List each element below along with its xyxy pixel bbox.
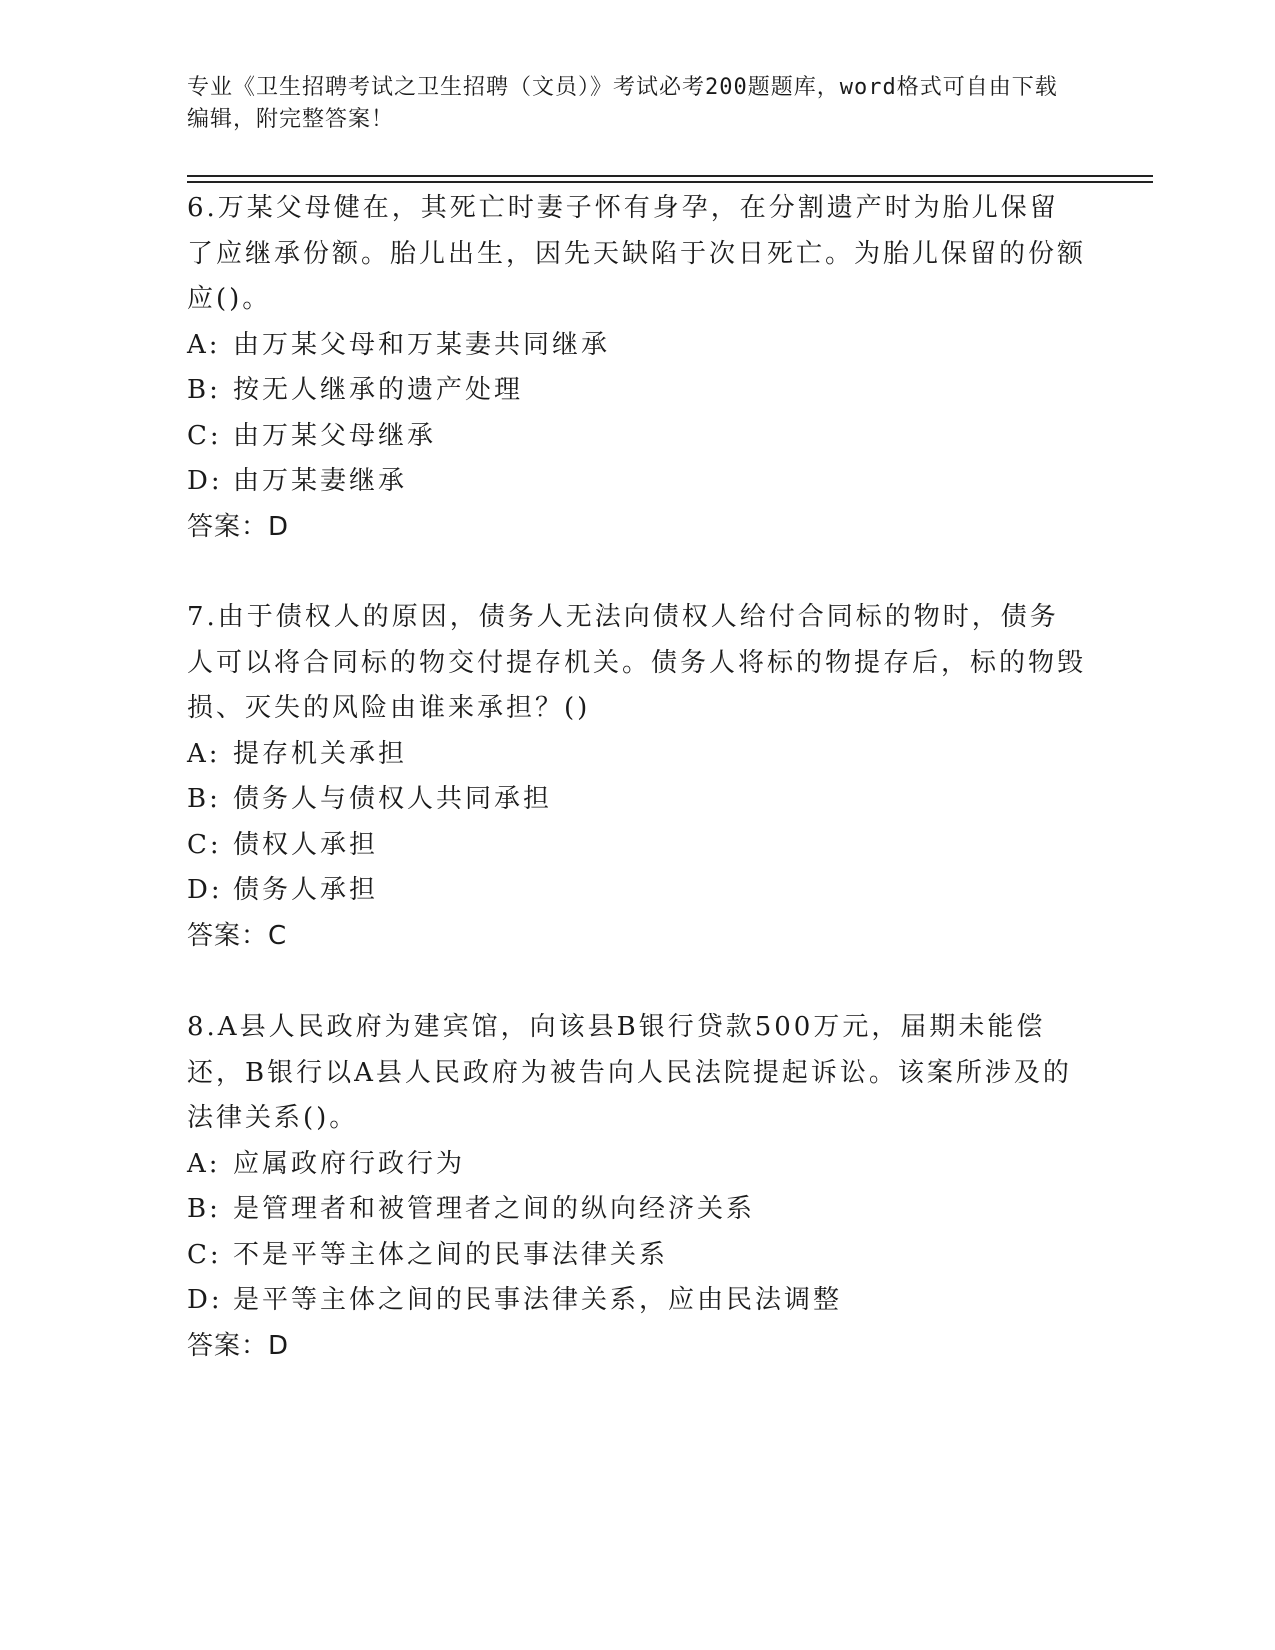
option-letter: D: bbox=[187, 1285, 223, 1315]
answer-line: 答案：C bbox=[187, 920, 288, 951]
option-letter: A: bbox=[187, 329, 221, 360]
option-d bbox=[187, 1278, 1087, 1324]
question-stem: 6.万某父母健在，其死亡时妻子怀有身孕，在分割遗产时为胎儿保留了应继承份额。胎儿出生，因先天缺陷于次日死亡。为胎儿保留的份额应()。 bbox=[187, 193, 1087, 314]
header-text: 专业《卫生招聘考试之卫生招聘（文员）》考试必考200题题库，word格式可自由下载编辑，附完整答案！ bbox=[187, 75, 1058, 132]
header-divider-top bbox=[187, 175, 1153, 177]
option-text: 由万某妻继承 bbox=[233, 466, 408, 496]
option-d bbox=[187, 459, 1087, 505]
option-b bbox=[187, 1187, 1087, 1233]
option-letter: D: bbox=[187, 466, 223, 496]
option-text: 不是平等主体之间的民事法律关系 bbox=[233, 1239, 669, 1270]
option-a bbox=[187, 1142, 1087, 1188]
option-text: 按无人继承的遗产处理 bbox=[233, 375, 524, 405]
option-letter: B: bbox=[187, 784, 221, 814]
option-c bbox=[187, 823, 1087, 869]
option-letter: A: bbox=[187, 738, 221, 769]
option-a bbox=[187, 323, 1087, 369]
option-letter: B: bbox=[187, 375, 221, 405]
option-text: 应属政府行政行为 bbox=[233, 1148, 466, 1179]
option-text: 债务人与债权人共同承担 bbox=[233, 784, 553, 814]
document-header bbox=[187, 72, 1067, 136]
option-text: 提存机关承担 bbox=[233, 738, 408, 769]
option-a bbox=[187, 732, 1087, 778]
option-text: 由万某父母继承 bbox=[233, 420, 437, 451]
option-letter: D: bbox=[187, 875, 223, 905]
answer-line: 答案：D bbox=[187, 1330, 290, 1361]
option-c bbox=[187, 414, 1087, 460]
option-c bbox=[187, 1233, 1087, 1279]
option-letter: C: bbox=[187, 420, 222, 451]
option-letter: C: bbox=[187, 829, 222, 860]
option-letter: A: bbox=[187, 1148, 221, 1179]
question-stem: 7.由于债权人的原因，债务人无法向债权人给付合同标的物时，债务人可以将合同标的物交付提存机关。债务人将标的物提存后，标的物毁损、灭失的风险由谁来承担？() bbox=[187, 602, 1087, 723]
question-8 bbox=[187, 1005, 1087, 1369]
option-d bbox=[187, 868, 1087, 914]
option-text: 是管理者和被管理者之间的纵向经济关系 bbox=[233, 1194, 756, 1224]
option-text: 债务人承担 bbox=[233, 875, 379, 905]
option-b bbox=[187, 368, 1087, 414]
question-stem: 8.A县人民政府为建宾馆，向该县B银行贷款500万元，届期未能偿还，B银行以A县人民政府为被告向人民法院提起诉讼。该案所涉及的法律关系()。 bbox=[187, 1012, 1072, 1133]
header-divider-bottom bbox=[187, 181, 1153, 183]
option-text: 是平等主体之间的民事法律关系，应由民法调整 bbox=[233, 1285, 843, 1315]
answer-line: 答案：D bbox=[187, 511, 290, 542]
question-6 bbox=[187, 186, 1087, 550]
option-b bbox=[187, 777, 1087, 823]
option-text: 债权人承担 bbox=[233, 829, 379, 860]
option-text: 由万某父母和万某妻共同继承 bbox=[233, 329, 611, 360]
question-7 bbox=[187, 595, 1087, 959]
option-letter: B: bbox=[187, 1194, 221, 1224]
option-letter: C: bbox=[187, 1239, 222, 1270]
